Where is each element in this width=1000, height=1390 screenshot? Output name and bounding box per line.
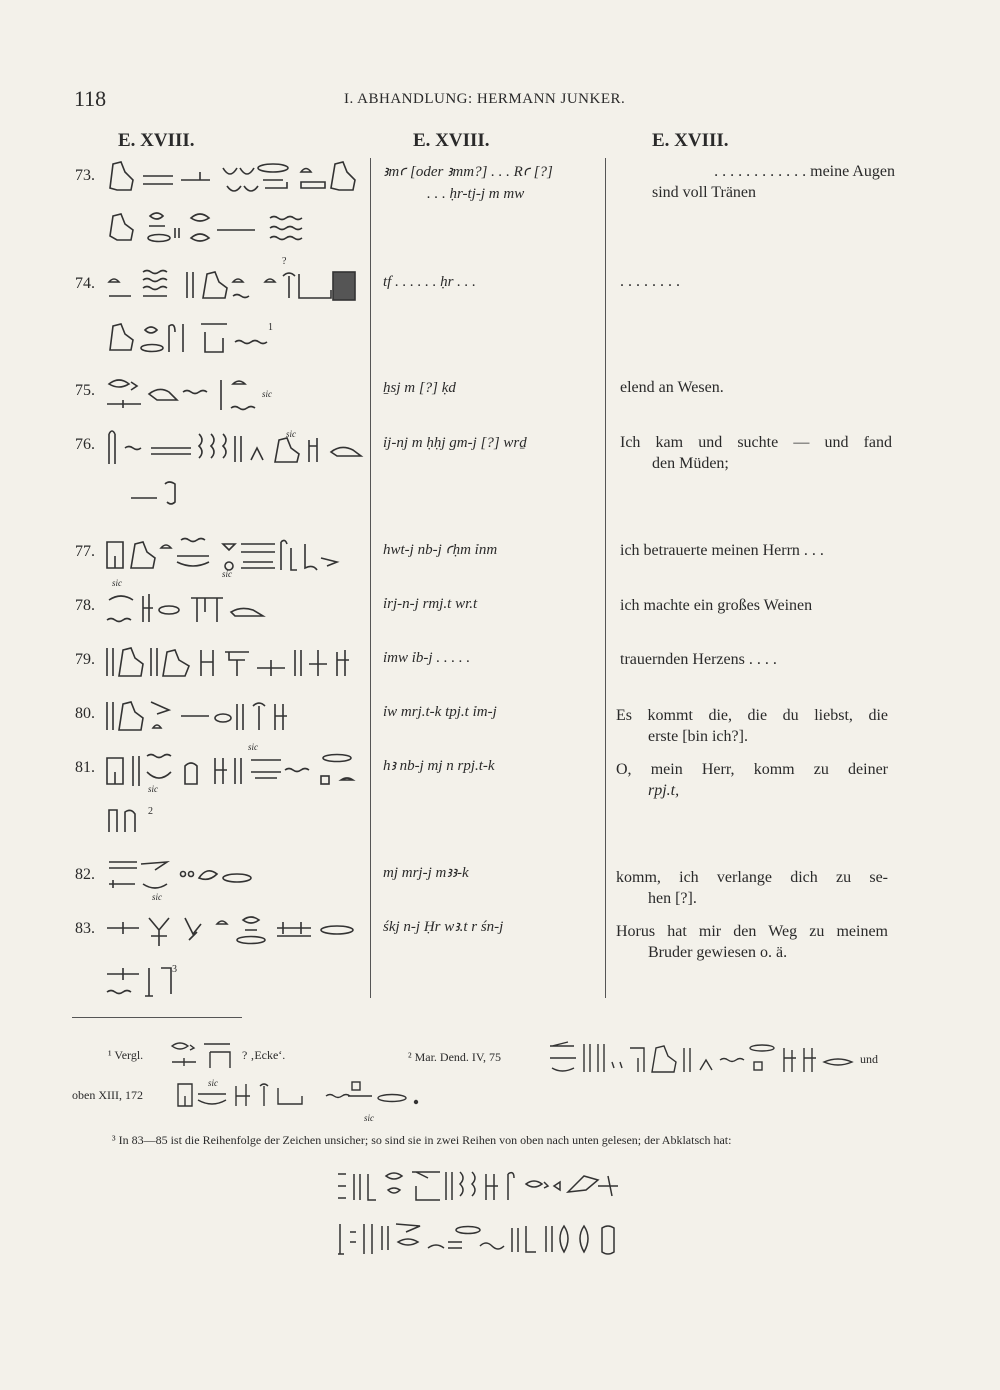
sic-marker: sic — [364, 1113, 374, 1123]
row-number-77: 77. — [75, 543, 95, 560]
row-number-73: 73. — [75, 167, 95, 184]
footnote-2-continuation: oben XIII, 172 — [72, 1088, 143, 1102]
footnote-rule — [72, 1017, 242, 1018]
footnote-1-suffix: ? ‚Ecke‘. — [242, 1048, 286, 1062]
footnote-1-glyphs — [170, 1040, 234, 1070]
column-header-translation: E. XVIII. — [652, 130, 729, 151]
column-divider-left — [370, 158, 371, 998]
row-number-81: 81. — [75, 759, 95, 776]
hieroglyphs-82 — [105, 856, 260, 900]
translit-76: ỉj-nj m ḥḥj gm-j [?] wrḏ — [383, 435, 527, 451]
row-number-76: 76. — [75, 436, 95, 453]
translation-79: trauernden Herzens . . . . — [620, 651, 777, 668]
hieroglyphs-80 — [105, 694, 295, 738]
translation-75: elend an Wesen. — [620, 379, 724, 396]
sic-marker: sic — [262, 389, 272, 399]
sic-marker: sic — [152, 892, 162, 902]
column-header-transliteration: E. XVIII. — [413, 130, 490, 151]
footnote-2-prefix: ² Mar. Dend. IV, 75 — [408, 1050, 502, 1064]
sic-marker: sic — [112, 578, 122, 588]
column-header-hieroglyphs: E. XVIII. — [118, 130, 195, 151]
hieroglyphs-76 — [105, 426, 365, 506]
footnote-2-glyphs — [548, 1040, 854, 1076]
sic-marker: sic — [148, 784, 158, 794]
hieroglyphs-81 — [105, 748, 365, 840]
abklatsch-glyphs-row-1 — [336, 1166, 626, 1210]
row-number-75: 75. — [75, 382, 95, 399]
translation-83: Horus hat mir den Weg zu meinem Bruder gewiesen o. ä. — [616, 923, 888, 961]
superscript-1: 1 — [268, 322, 273, 333]
superscript-3: 3 — [172, 964, 177, 975]
row-number-80: 80. — [75, 705, 95, 722]
column-divider-right — [605, 158, 606, 998]
translation-77: ich betrauerte meinen Herrn . . . — [620, 542, 824, 559]
row-number-83: 83. — [75, 920, 95, 937]
translit-75: ẖsj m [?] ḳd — [383, 380, 456, 396]
row-number-79: 79. — [75, 651, 95, 668]
footnote-1-prefix: ¹ Vergl. — [108, 1048, 144, 1062]
translit-77: hwt-j nb-j ꜥḥm ỉnm — [383, 542, 498, 558]
translit-74: tf . . . . . . ḥr . . . — [383, 274, 476, 290]
footnote-2-und: und — [860, 1052, 878, 1066]
hieroglyphs-78 — [105, 586, 275, 628]
page-number: 118 — [74, 86, 107, 111]
hieroglyphs-73 — [105, 158, 360, 248]
translation-82: komm, ich verlange dich zu se- hen [?]. — [616, 869, 888, 907]
superscript-2: 2 — [148, 806, 153, 817]
translit-73: ꜣmꜥ [oder ꜣmm?] . . . Rꜥ [?] . . . ḥr-tj-j m mw — [383, 164, 553, 202]
translation-80: Es kommt die, die du liebst, die erste [bin ich?]. — [616, 707, 888, 745]
translit-80: ỉw mrj.t-k tpj.t ỉm-j — [383, 704, 497, 720]
running-title: I. ABHANDLUNG: HERMANN JUNKER. — [344, 91, 626, 107]
translation-81: O, mein Herr, komm zu deiner rpj.t, — [616, 761, 888, 799]
abklatsch-glyphs-row-2 — [336, 1218, 626, 1262]
row-number-78: 78. — [75, 597, 95, 614]
translation-74: . . . . . . . . — [620, 273, 680, 290]
translit-78: ỉrj-n-j rmj.t wr.t — [383, 596, 478, 612]
hieroglyphs-83 — [105, 910, 365, 1002]
hieroglyphs-79 — [105, 640, 355, 684]
sic-marker: sic — [286, 429, 296, 439]
translit-81: hꜣ nb-j mj n rpj.t-k — [383, 758, 495, 774]
sic-marker: sic — [222, 569, 232, 579]
translation-78: ich machte ein großes Weinen — [620, 597, 813, 614]
superscript-question: ? — [282, 256, 287, 267]
hieroglyphs-74 — [105, 262, 360, 360]
translit-82: mj mrj-j mꜣꜣ-k — [383, 865, 469, 881]
translit-79: ỉmw ỉb-j . . . . . — [383, 650, 471, 666]
footnote-3: ³ In 83—85 ist die Reihenfolge der Zeichen unsicher; so sind sie in zwei Reihen von oben nach unten gelesen; der Abklatsch hat: — [112, 1133, 732, 1147]
row-number-82: 82. — [75, 866, 95, 883]
row-number-74: 74. — [75, 275, 95, 292]
translation-73: . . . . . . . . . . . . meine Augen sind voll Tränen — [652, 163, 895, 201]
translation-76: Ich kam und suchte — und fand den Müden; — [620, 434, 892, 472]
translit-83: śkj n-j Ḥr wꜣ.t r śn-j — [383, 919, 504, 935]
sic-marker: sic — [208, 1078, 218, 1088]
sic-marker: sic — [248, 742, 258, 752]
